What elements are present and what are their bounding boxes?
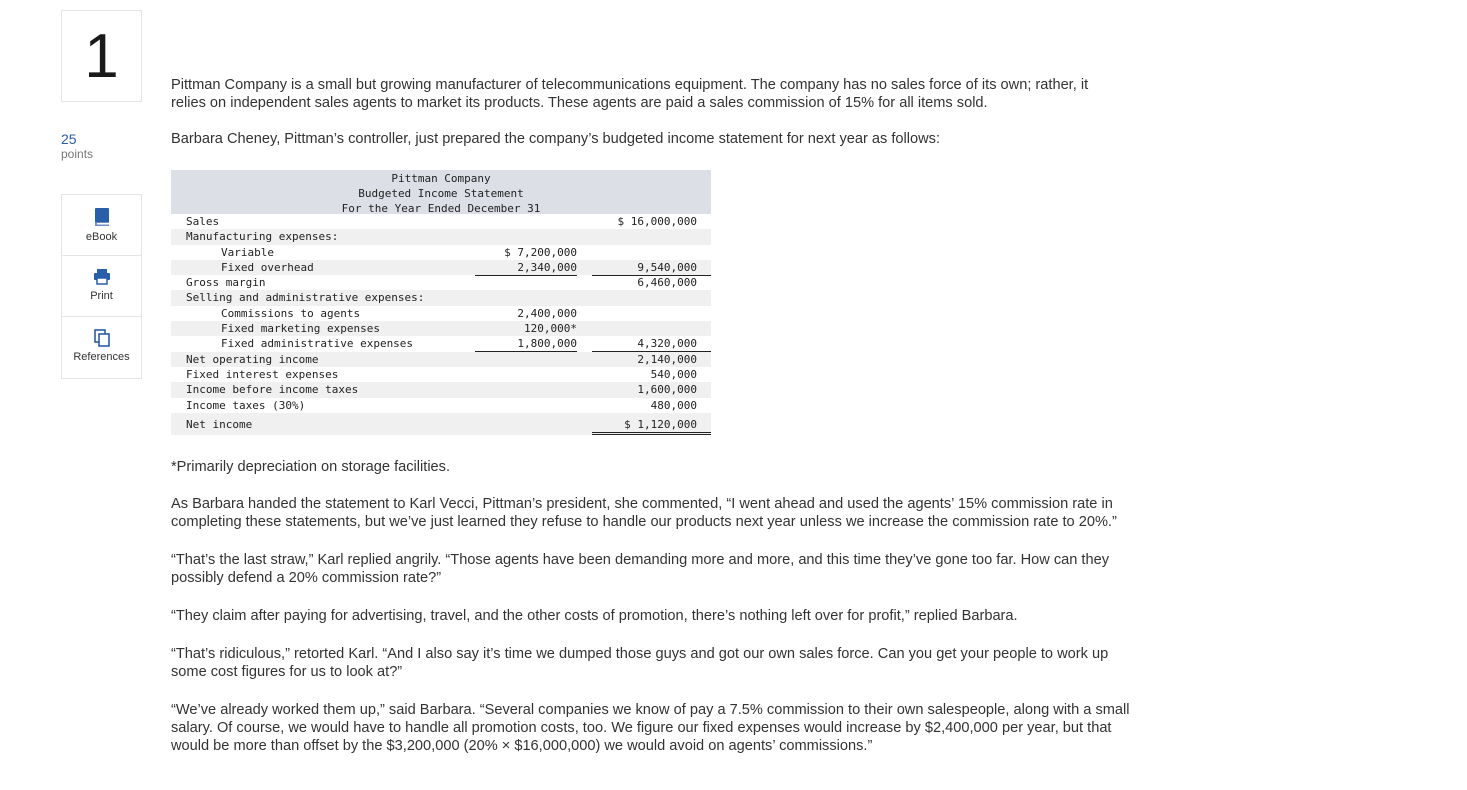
- table-row: [171, 306, 711, 321]
- references-button[interactable]: [62, 317, 141, 378]
- print-button[interactable]: [62, 256, 141, 317]
- table-row: [171, 321, 711, 336]
- row-label: Commissions to agents: [221, 306, 361, 320]
- table-row: [171, 214, 711, 229]
- footnote: *Primarily depreciation on storage facilities.: [171, 459, 451, 475]
- question-number: 1: [61, 10, 142, 102]
- table-row: [171, 382, 711, 397]
- row-label: Income before income taxes: [186, 383, 359, 397]
- row-label: Net operating income: [186, 352, 319, 366]
- story-paragraph: “That’s the last straw,” Karl replied angrily. “Those agents have been demanding more and more, and this time they’ve gone too far. How can they possibly defend a 20% commission rate?”: [171, 552, 1110, 586]
- table-row: [171, 398, 711, 413]
- row-label: Income taxes (30%): [186, 398, 306, 412]
- income-statement: [171, 170, 711, 435]
- intro-text: [171, 76, 1121, 148]
- table-row: [171, 367, 711, 382]
- row-total: 480,000: [592, 399, 711, 414]
- row-total: 540,000: [592, 368, 711, 383]
- table-row: [171, 413, 711, 435]
- row-total: 1,600,000: [637, 383, 697, 397]
- table-row: [171, 352, 711, 367]
- references-label: References: [73, 351, 130, 363]
- row-amount: 1,800,000: [475, 337, 577, 352]
- print-label: Print: [90, 290, 113, 302]
- row-amount: 120,000*: [524, 322, 577, 336]
- printer-icon: [93, 268, 111, 286]
- table-row: [171, 245, 711, 260]
- row-label: Net income: [186, 417, 253, 431]
- row-label: Fixed interest expenses: [186, 367, 339, 381]
- table-row: [171, 229, 711, 244]
- intro-paragraph: Barbara Cheney, Pittman’s controller, just prepared the company’s budgeted income statement for next year as follows:: [171, 131, 941, 147]
- story-paragraph: “They claim after paying for advertising, travel, and the other costs of promotion, there’s nothing left over for profit,” replied Barbara.: [171, 608, 1018, 624]
- table-row: [171, 290, 711, 305]
- row-total: 9,540,000: [592, 261, 711, 276]
- statement-title: Budgeted Income Statement: [358, 187, 524, 200]
- table-row: [171, 336, 711, 351]
- statement-company: Pittman Company: [391, 172, 491, 185]
- table-row: [171, 260, 711, 275]
- row-amount: 2,400,000: [517, 306, 577, 320]
- statement-header: [171, 170, 711, 214]
- points-label: points: [61, 147, 94, 161]
- points-value: 25: [61, 131, 77, 147]
- row-label: Variable: [221, 245, 274, 259]
- points-block: [61, 131, 93, 161]
- row-label: Gross margin: [186, 276, 266, 290]
- row-total: 4,320,000: [592, 337, 711, 352]
- intro-paragraph: Pittman Company is a small but growing manufacturer of telecommunications equipment. The company has no sales force of its own; rather, it relies on independent sales agents to market its products. These agents are paid a sales commission of 15% for all items sold.: [171, 77, 1089, 111]
- table-row: [171, 275, 711, 290]
- book-icon: [93, 207, 111, 227]
- row-total: 6,460,000: [637, 276, 697, 290]
- story-paragraph: As Barbara handed the statement to Karl Vecci, Pittman’s president, she commented, “I went ahead and used the agents’ 15% commission rate in completing these statements, but we’ve just learned they refuse to handle our products next year unless we increase the commission rate to 20%.”: [171, 496, 1117, 530]
- row-label: Selling and administrative expenses:: [186, 291, 425, 305]
- row-label: Manufacturing expenses:: [186, 230, 339, 244]
- row-amount: 2,340,000: [475, 261, 577, 276]
- row-total: 2,140,000: [637, 352, 697, 366]
- row-label: Fixed marketing expenses: [221, 322, 380, 336]
- row-label: Fixed administrative expenses: [221, 337, 414, 351]
- row-total: $ 1,120,000: [592, 418, 711, 435]
- row-label: Sales: [186, 215, 220, 228]
- story-paragraph: “That’s ridiculous,” retorted Karl. “And I also say it’s time we dumped those guys and got our own sales force. Can you get your people to work up some cost figures for us to look at?”: [171, 646, 1109, 680]
- ebook-button[interactable]: [62, 195, 141, 256]
- row-label: Fixed overhead: [221, 260, 314, 274]
- ebook-label: eBook: [85, 231, 118, 243]
- statement-period: For the Year Ended December 31: [341, 202, 541, 215]
- tool-panel: [61, 194, 142, 379]
- references-icon: [93, 329, 111, 347]
- row-total: $ 16,000,000: [617, 215, 697, 228]
- story-text: [171, 495, 1131, 775]
- story-paragraph: “We’ve already worked them up,” said Barbara. “Several companies we know of pay a 7.5% commission to their own salespeople, along with a small salary. Of course, we would have to handle all promotion costs, too. We figure our fixed expenses would increase by $2,400,000 per year, but that would be more than offset by the $3,200,000 (20% × $16,000,000) we would avoid on agents’ commissions.”: [171, 702, 1130, 754]
- row-amount: $ 7,200,000: [504, 245, 577, 259]
